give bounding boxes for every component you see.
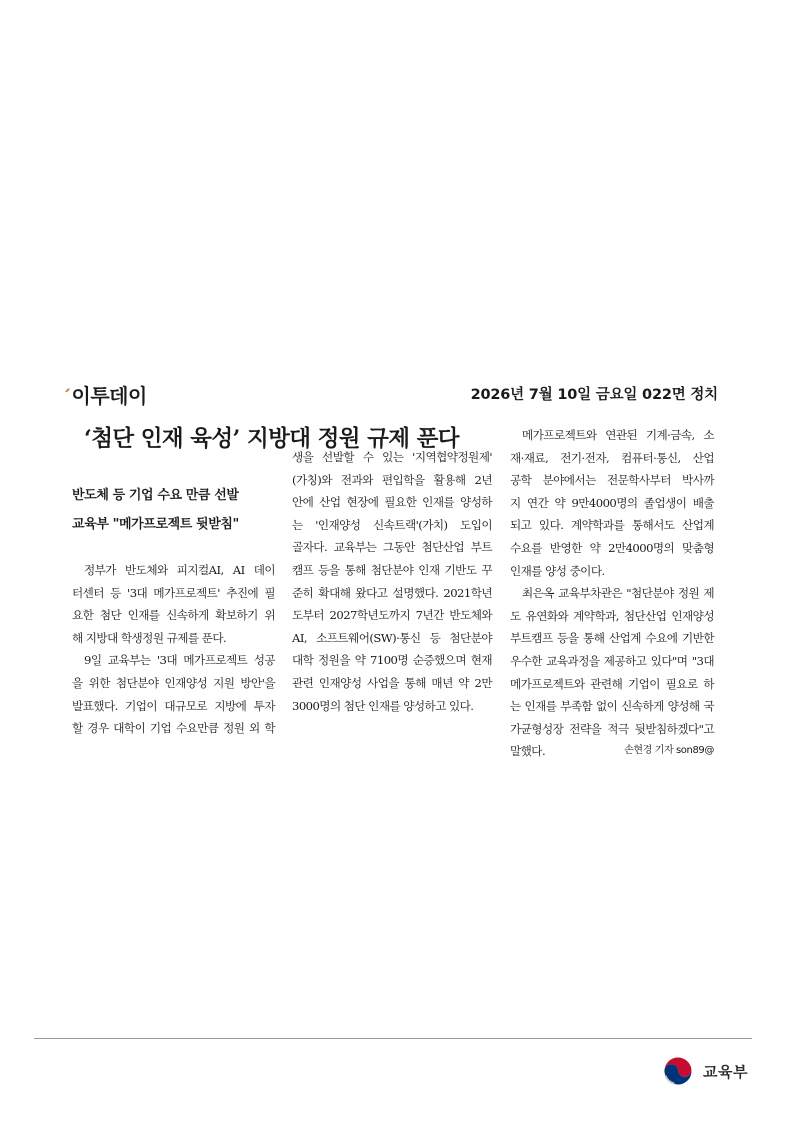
article-column-3 — [510, 424, 714, 763]
text-line: 골자다. 교육부는 그동안 첨단산업 부트 — [292, 540, 492, 555]
masthead — [62, 380, 722, 406]
text-line: 말했다. — [510, 744, 546, 759]
text-line: 수요를 반영한 약 2만4000명의 맞춤형 — [510, 540, 714, 555]
taegeuk-emblem-icon — [660, 1053, 696, 1089]
text-line: 을 위한 첨단분야 인재양성 지원 방안'을 — [72, 675, 275, 690]
ministry-name: 교육부 — [703, 1062, 748, 1081]
text-line: 해 지방대 학생정원 규제를 푼다. — [72, 630, 227, 645]
text-line: 부트캠프 등을 통해 산업계 수요에 기반한 — [510, 631, 714, 646]
text-line: AI, 소프트웨어(SW)·통신 등 첨단분야 — [292, 630, 492, 645]
text-line: 9일 교육부는 '3대 메가프로젝트 성공 — [84, 653, 275, 668]
text-line: 생을 선발할 수 있는 '지역협약정원제' — [292, 450, 492, 464]
text-line: 발표했다. 기업이 대규모로 지방에 투자 — [72, 698, 275, 713]
text-line: 인재를 양성 중이다. — [510, 563, 605, 578]
text-line: 는 인재를 부족함 없이 신속하게 양성해 국 — [510, 699, 714, 714]
text-line: (가칭)와 전과와 편입학을 활용해 2년 — [292, 472, 492, 487]
text-line: 할 경우 대학이 기업 수요만큼 정원 외 학 — [72, 721, 275, 736]
text-line: 최은옥 교육부차관은 "첨단분야 정원 제 — [522, 586, 714, 601]
closing-line — [510, 740, 714, 763]
footer-divider — [34, 1038, 752, 1039]
logo-mark-icon: ˊ — [62, 387, 71, 408]
dateline: 2026년 7월 10일 금요일 022면 정치 — [470, 387, 718, 403]
reporter-byline: 손현경 기자 son89@ — [624, 745, 714, 757]
text-line: 대학 정원을 약 7100명 순증했으며 현재 — [292, 653, 492, 668]
text-line: 되고 있다. 계약학과를 통해서도 산업계 — [510, 518, 714, 533]
text-line: 터센터 등 '3대 메가프로젝트' 추진에 필 — [72, 585, 275, 600]
text-line: 메가프로젝트와 관련해 기업이 필요로 하 — [510, 676, 714, 691]
publication-label: 이투데이 — [71, 384, 147, 408]
text-line: 도 유연화와 계약학과, 첨단산업 인재양성 — [510, 608, 714, 623]
text-line: 도부터 2027학년도까지 7년간 반도체와 — [292, 608, 492, 623]
text-line: 준히 확대해 왔다고 설명했다. 2021학년 — [292, 585, 492, 600]
text-line: 우수한 교육과정을 제공하고 있다"며 "3대 — [510, 653, 714, 668]
ministry-logo — [660, 1052, 748, 1090]
article-column-2 — [292, 446, 492, 717]
subheadline-2: 교육부 "메가프로젝트 뒷받침" — [72, 517, 239, 532]
text-line: 지 연간 약 9만4000명의 졸업생이 배출 — [510, 495, 714, 510]
text-line: 관련 인재양성 사업을 통해 매년 약 2만 — [292, 675, 492, 690]
text-line: 3000명의 첨단 인재를 양성하고 있다. — [292, 698, 474, 713]
article-headline: ‘첨단 인재 육성’ 지방대 정원 규제 푼다 — [84, 426, 459, 452]
publication-name — [62, 380, 147, 409]
text-line: 공학 분야에서는 전문학사부터 박사까 — [510, 473, 714, 488]
subheadline-1: 반도체 등 기업 수요 만큼 선발 — [72, 488, 239, 503]
text-line: 메가프로젝트와 연관된 기계·금속, 소 — [522, 428, 714, 442]
text-line: 요한 첨단 인재를 신속하게 확보하기 위 — [72, 608, 275, 623]
text-line: 는 '인재양성 신속트랙'(가치) 도입이 — [292, 517, 492, 532]
text-line: 가균형성장 전략을 적극 뒷받침하겠다"고 — [510, 721, 714, 736]
text-line: 정부가 반도체와 피지컬AI, AI 데이 — [84, 563, 275, 577]
text-line: 안에 산업 현장에 필요한 인재를 양성하 — [292, 495, 492, 510]
article-column-1 — [72, 559, 275, 740]
text-line: 재·재료, 전기·전자, 컴퓨터·통신, 산업 — [510, 450, 714, 465]
text-line: 캠프 등을 통해 첨단분야 인재 기반도 꾸 — [292, 562, 492, 577]
